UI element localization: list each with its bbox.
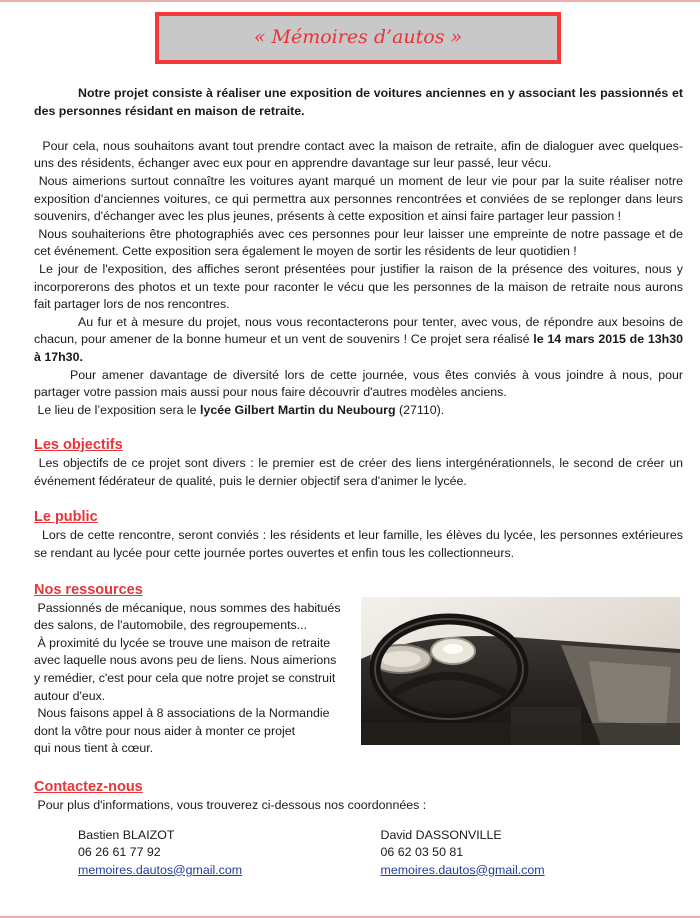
contact-name: Bastien BLAIZOT (78, 827, 175, 842)
objectifs-text: Les objectifs de ce projet sont divers : le premier est de créer des liens intergénérationnels, le second de créer un événement fédérateur de qualité, puis le dernier objectif sera d'animer le lycée. (34, 456, 683, 488)
public-heading: Le public (34, 509, 98, 526)
steering-wheel-image (361, 597, 680, 745)
intro-paragraph: Notre projet consiste à réaliser une exposition de voitures anciennes en y associant les passionnés et des personnes résidant en maison de retraite. (34, 86, 683, 118)
paragraph: Nous aimerions surtout connaître les voitures ayant marqué un moment de leur vie pour par la suite réaliser notre exposition d'anciennes voitures, ce qui permettra aux personnes rencontrées et conviées de se replonger dans leurs souvenirs, d'échanger avec les plus jeunes, présents à cette exposition et ainsi faire partager leur passion ! (34, 173, 683, 224)
flyer-content (34, 85, 683, 879)
contact-email-link[interactable]: memoires.dautos@gmail.com (380, 862, 545, 877)
contact-heading: Contactez-nous (34, 779, 143, 795)
paragraph-place: Le lieu de l’exposition sera le lycée Gilbert Martin du Neubourg (27110). (37, 402, 445, 417)
ressources-heading: Nos ressources (34, 581, 143, 598)
contact-name: David DASSONVILLE (380, 827, 502, 842)
event-place: lycée Gilbert Martin du Neubourg (200, 402, 396, 417)
paragraph: Pour cela, nous souhaitons avant tout prendre contact avec la maison de retraite, afin de dialoguer avec quelques-uns des résidents, échanger avec eux pour en apprendre davantage sur leur passé, leur vécu. (34, 138, 683, 171)
page-title: « Mémoires d’autos » (253, 26, 463, 49)
title-banner (155, 12, 561, 64)
paragraph-date: Au fur et à mesure du projet, nous vous recontacterons pour tenter, avec vous, de répondre aux besoins de chacun, pour amener de la bonne humeur et un vent de souvenirs ! Ce projet sera réalisé le 14 mars 2015 de 13h30 à 17h30. (34, 314, 684, 364)
paragraph: Nous souhaiterions être photographiés avec ces personnes pour leur laisser une empreinte de notre passage et de cet événement. Cette exposition sera également le moyen de sortir les résidents de leur quotidien ! (34, 226, 683, 259)
car-interior-photo (361, 597, 680, 745)
event-date: le 14 mars 2015 de 13h30 à 17h30. (34, 332, 684, 364)
contact-card (78, 827, 381, 880)
objectifs-heading: Les objectifs (34, 437, 123, 454)
contact-text: Pour plus d'informations, vous trouverez ci-dessous nos coordonnées : (37, 798, 427, 812)
ressources-block (34, 600, 683, 758)
contact-email-link[interactable]: memoires.dautos@gmail.com (78, 862, 243, 877)
contact-list (34, 827, 683, 880)
paragraph: Le jour de l'exposition, des affiches seront présentées pour justifier la raison de la présence des voitures, nous y incorporerons des photos et un texte pour raconter le vécu que les personnes de la maison de retraite nous aurons fait partager lors de nos rencontres. (34, 261, 684, 312)
contact-phone: 06 26 61 77 92 (78, 845, 161, 860)
ressources-text: Passionnés de mécanique, nous sommes des habitués des salons, de l'automobile, des regroupements... À proximité du lycée se trouve une maison de retraite avec laquelle nous avons peu de liens. Nous aimerions y remédier, c'est pour cela que notre projet se construit autour d'eux. Nous faisons appel à 8 associations de la Normandie dont la vôtre pour nous aider à monter ce projet qui nous tient à cœur. (34, 600, 341, 756)
contact-card (381, 827, 684, 880)
contact-phone: 06 62 03 50 81 (380, 845, 464, 860)
public-text: Lors de cette rencontre, seront conviés : les résidents et leur famille, les élèves du lycée, les personnes extérieures se rendant au lycée pour cette journée portes ouvertes et enfin tous les collectionneurs. (34, 528, 683, 561)
paragraph: Pour amener davantage de diversité lors de cette journée, vous êtes conviés à vous joindre à nous, pour partager votre passion mais aussi pour nous faire découvrir d'autres modèles anciens. (34, 367, 683, 400)
